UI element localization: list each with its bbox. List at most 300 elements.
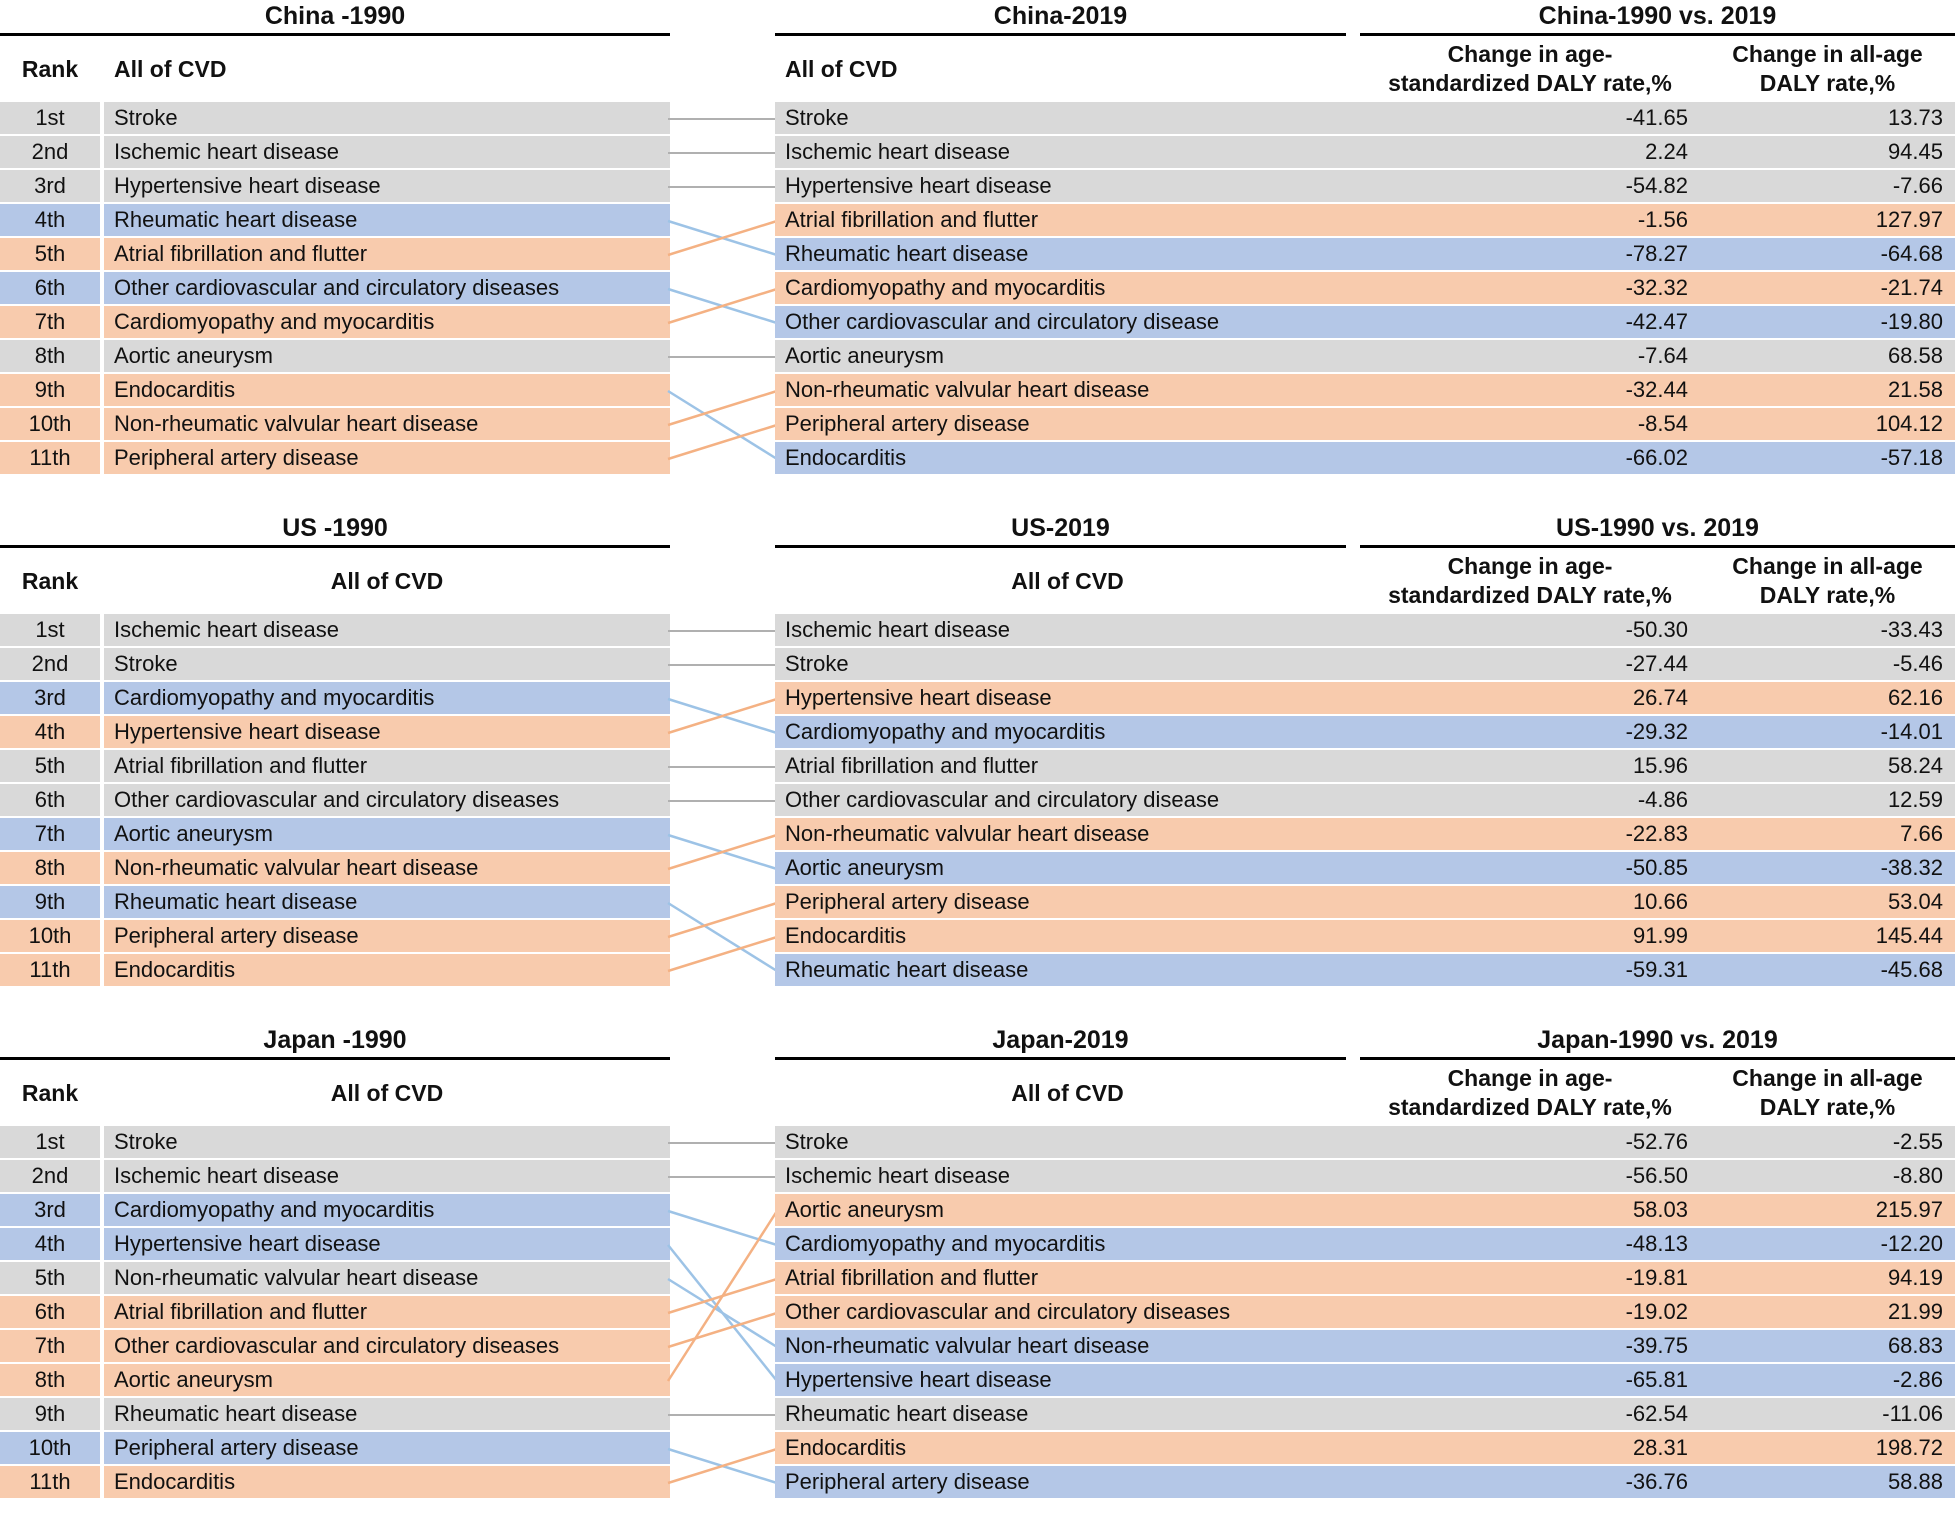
rank-label: 6th bbox=[0, 784, 100, 816]
disease-name: Non-rheumatic valvular heart disease bbox=[104, 1262, 670, 1294]
age-standardized-change-value: -22.83 bbox=[1625, 821, 1688, 846]
table-header-1990 bbox=[0, 548, 670, 614]
all-age-change-value: -11.06 bbox=[1882, 1401, 1943, 1426]
rank-link-blue bbox=[668, 903, 777, 971]
disease-name: Peripheral artery disease bbox=[785, 411, 1030, 436]
japan-2019-table bbox=[775, 1024, 1955, 1500]
disease-name: Endocarditis bbox=[104, 1466, 670, 1498]
age-standardized-change-value: -66.02 bbox=[1625, 445, 1688, 470]
rank-link-blue bbox=[668, 1211, 777, 1245]
rank-row-2019 bbox=[775, 442, 1955, 476]
disease-name: Atrial fibrillation and flutter bbox=[785, 207, 1039, 232]
rank-row-2019 bbox=[775, 1296, 1955, 1330]
all-age-change-value: 21.99 bbox=[1887, 1299, 1943, 1324]
table-header-2019 bbox=[775, 1060, 1955, 1126]
age-standardized-change-header bbox=[1360, 552, 1700, 610]
rank-change-links bbox=[668, 614, 777, 988]
all-age-change-value: -8.80 bbox=[1892, 1163, 1943, 1188]
rank-link-orange bbox=[668, 425, 777, 459]
cvd-column-header: All of CVD bbox=[1011, 1079, 1124, 1106]
disease-name: Rheumatic heart disease bbox=[785, 1401, 1029, 1426]
table-title-1990: Japan -1990 bbox=[0, 1024, 670, 1060]
rank-label: 11th bbox=[0, 442, 100, 474]
disease-name: Non-rheumatic valvular heart disease bbox=[785, 1333, 1150, 1358]
disease-name: Aortic aneurysm bbox=[785, 1197, 944, 1222]
disease-name: Hypertensive heart disease bbox=[104, 1228, 670, 1260]
rank-label: 11th bbox=[0, 954, 100, 986]
disease-name: Stroke bbox=[785, 651, 849, 676]
age-standardized-change-value: -50.30 bbox=[1625, 617, 1688, 642]
disease-name: Endocarditis bbox=[785, 445, 907, 470]
all-age-change-value: -7.66 bbox=[1892, 173, 1943, 198]
rank-row-2019 bbox=[775, 954, 1955, 988]
rank-link-orange bbox=[668, 391, 777, 425]
rank-row-2019 bbox=[775, 852, 1955, 886]
disease-name: Stroke bbox=[104, 1126, 670, 1158]
disease-name: Other cardiovascular and circulatory disease bbox=[785, 309, 1220, 334]
rank-link-blue bbox=[668, 391, 777, 459]
all-age-change-value: 104.12 bbox=[1875, 411, 1943, 436]
disease-name: Rheumatic heart disease bbox=[104, 204, 670, 236]
rank-row-2019 bbox=[775, 1466, 1955, 1500]
all-age-change-value: -19.80 bbox=[1880, 309, 1943, 334]
disease-name: Ischemic heart disease bbox=[104, 1160, 670, 1192]
disease-name: Ischemic heart disease bbox=[785, 139, 1010, 164]
rank-row-1990 bbox=[0, 920, 670, 954]
disease-name: Atrial fibrillation and flutter bbox=[104, 750, 670, 782]
rank-row-2019 bbox=[775, 886, 1955, 920]
table-title-2019: China-2019 bbox=[775, 0, 1346, 36]
disease-name: Other cardiovascular and circulatory diseases bbox=[104, 1330, 670, 1362]
all-age-change-value: -45.68 bbox=[1880, 957, 1943, 982]
disease-name: Cardiomyopathy and myocarditis bbox=[785, 719, 1106, 744]
rank-label: 1st bbox=[0, 102, 100, 134]
rank-label: 8th bbox=[0, 1364, 100, 1396]
rank-row-1990 bbox=[0, 136, 670, 170]
rank-change-links bbox=[668, 1126, 777, 1500]
rank-row-2019 bbox=[775, 1126, 1955, 1160]
all-age-change-value: 62.16 bbox=[1887, 685, 1943, 710]
rank-row-2019 bbox=[775, 340, 1955, 374]
disease-name: Peripheral artery disease bbox=[104, 442, 670, 474]
table-titles-2019 bbox=[775, 0, 1955, 36]
table-titles-2019 bbox=[775, 1024, 1955, 1060]
rank-row-1990 bbox=[0, 1296, 670, 1330]
rank-row-1990 bbox=[0, 1262, 670, 1296]
table-title-2019: US-2019 bbox=[775, 512, 1346, 548]
all-age-change-value: -38.32 bbox=[1880, 855, 1943, 880]
rank-label: 3rd bbox=[0, 682, 100, 714]
age-standardized-change-value: -59.31 bbox=[1625, 957, 1688, 982]
rank-link-orange bbox=[668, 1211, 777, 1381]
disease-name: Non-rheumatic valvular heart disease bbox=[785, 821, 1150, 846]
disease-name: Stroke bbox=[785, 1129, 849, 1154]
rank-row-1990 bbox=[0, 614, 670, 648]
disease-name: Other cardiovascular and circulatory disease bbox=[785, 787, 1220, 812]
rank-label: 9th bbox=[0, 886, 100, 918]
rank-row-1990 bbox=[0, 238, 670, 272]
age-standardized-change-header bbox=[1360, 1064, 1700, 1122]
disease-name: Stroke bbox=[104, 648, 670, 680]
all-age-change-value: 94.45 bbox=[1887, 139, 1943, 164]
rank-row-2019 bbox=[775, 682, 1955, 716]
panel-us bbox=[0, 512, 1955, 1024]
table-title-2019: Japan-2019 bbox=[775, 1024, 1346, 1060]
rank-label: 10th bbox=[0, 920, 100, 952]
disease-name: Cardiomyopathy and myocarditis bbox=[104, 1194, 670, 1226]
table-title-vs: US-1990 vs. 2019 bbox=[1360, 512, 1955, 548]
rank-label: 2nd bbox=[0, 136, 100, 168]
disease-name: Rheumatic heart disease bbox=[104, 1398, 670, 1430]
all-age-change-value: 68.58 bbox=[1887, 343, 1943, 368]
disease-name: Hypertensive heart disease bbox=[785, 173, 1052, 198]
disease-name: Hypertensive heart disease bbox=[785, 685, 1052, 710]
all-age-change-value: -14.01 bbox=[1880, 719, 1943, 744]
rank-row-1990 bbox=[0, 886, 670, 920]
all-age-change-value: 58.24 bbox=[1887, 753, 1943, 778]
age-standardized-change-value: 26.74 bbox=[1632, 685, 1688, 710]
cvd-column-header: All of CVD bbox=[1011, 567, 1124, 594]
header-line-1: Change in age- bbox=[1447, 1065, 1613, 1091]
all-age-change-value: -64.68 bbox=[1880, 241, 1943, 266]
disease-name: Cardiomyopathy and myocarditis bbox=[104, 682, 670, 714]
disease-name: Non-rheumatic valvular heart disease bbox=[104, 408, 670, 440]
table-header-2019 bbox=[775, 36, 1955, 102]
all-age-change-value: 94.19 bbox=[1887, 1265, 1943, 1290]
header-line-1: Change in all-age bbox=[1732, 1065, 1923, 1091]
all-age-change-value: 58.88 bbox=[1887, 1469, 1943, 1494]
table-titles-2019 bbox=[775, 512, 1955, 548]
table-header-1990 bbox=[0, 1060, 670, 1126]
rank-row-1990 bbox=[0, 1330, 670, 1364]
disease-name: Peripheral artery disease bbox=[104, 920, 670, 952]
age-standardized-change-value: -52.76 bbox=[1625, 1129, 1688, 1154]
age-standardized-change-value: -42.47 bbox=[1625, 309, 1688, 334]
rank-label: 9th bbox=[0, 374, 100, 406]
rank-link-orange bbox=[668, 937, 777, 971]
rank-column-header: Rank bbox=[21, 1079, 79, 1106]
rank-label: 6th bbox=[0, 272, 100, 304]
us-1990-table bbox=[0, 512, 670, 988]
header-line-2: standardized DALY rate,% bbox=[1388, 582, 1672, 608]
age-standardized-change-value: 10.66 bbox=[1632, 889, 1688, 914]
rank-column-header: Rank bbox=[21, 55, 79, 82]
disease-name: Cardiomyopathy and myocarditis bbox=[104, 306, 670, 338]
rank-label: 9th bbox=[0, 1398, 100, 1430]
all-age-change-value: 127.97 bbox=[1875, 207, 1943, 232]
rank-row-2019 bbox=[775, 750, 1955, 784]
all-age-change-value: -2.55 bbox=[1892, 1129, 1943, 1154]
table-title-vs: Japan-1990 vs. 2019 bbox=[1360, 1024, 1955, 1060]
rank-row-2019 bbox=[775, 716, 1955, 750]
cvd-column-header: All of CVD bbox=[330, 1079, 444, 1106]
age-standardized-change-value: -50.85 bbox=[1625, 855, 1688, 880]
all-age-change-value: 13.73 bbox=[1887, 105, 1943, 130]
all-age-change-value: -57.18 bbox=[1880, 445, 1943, 470]
disease-name: Endocarditis bbox=[785, 1435, 907, 1460]
ranking-rows-1990 bbox=[0, 1126, 670, 1500]
rank-row-2019 bbox=[775, 170, 1955, 204]
rank-label: 3rd bbox=[0, 1194, 100, 1226]
disease-name: Endocarditis bbox=[104, 954, 670, 986]
disease-name: Peripheral artery disease bbox=[785, 889, 1030, 914]
disease-name: Non-rheumatic valvular heart disease bbox=[785, 377, 1150, 402]
table-header-2019 bbox=[775, 548, 1955, 614]
age-standardized-change-value: 15.96 bbox=[1632, 753, 1688, 778]
rank-row-2019 bbox=[775, 272, 1955, 306]
all-age-change-value: 21.58 bbox=[1887, 377, 1943, 402]
age-standardized-change-value: -4.86 bbox=[1637, 787, 1688, 812]
rank-row-1990 bbox=[0, 340, 670, 374]
disease-name: Rheumatic heart disease bbox=[104, 886, 670, 918]
disease-name: Other cardiovascular and circulatory diseases bbox=[104, 784, 670, 816]
rank-link-orange bbox=[668, 903, 777, 937]
rank-label: 4th bbox=[0, 716, 100, 748]
rank-row-2019 bbox=[775, 818, 1955, 852]
disease-name: Cardiomyopathy and myocarditis bbox=[785, 1231, 1106, 1256]
age-standardized-change-value: -8.54 bbox=[1637, 411, 1688, 436]
header-line-2: DALY rate,% bbox=[1759, 582, 1896, 608]
header-line-1: Change in age- bbox=[1447, 553, 1613, 579]
table-title-vs: China-1990 vs. 2019 bbox=[1360, 0, 1955, 36]
disease-name: Peripheral artery disease bbox=[785, 1469, 1030, 1494]
all-age-change-header bbox=[1700, 1064, 1955, 1122]
age-standardized-change-header bbox=[1360, 40, 1700, 98]
age-standardized-change-value: 28.31 bbox=[1632, 1435, 1688, 1460]
rank-row-2019 bbox=[775, 1228, 1955, 1262]
rank-row-1990 bbox=[0, 306, 670, 340]
cvd-column-header: All of CVD bbox=[114, 55, 227, 82]
rank-row-1990 bbox=[0, 1194, 670, 1228]
rank-row-1990 bbox=[0, 204, 670, 238]
rank-label: 1st bbox=[0, 614, 100, 646]
rank-label: 8th bbox=[0, 340, 100, 372]
age-standardized-change-value: -36.76 bbox=[1625, 1469, 1688, 1494]
age-standardized-change-value: -56.50 bbox=[1625, 1163, 1688, 1188]
rank-row-2019 bbox=[775, 920, 1955, 954]
header-line-2: standardized DALY rate,% bbox=[1388, 1094, 1672, 1120]
rank-row-1990 bbox=[0, 1466, 670, 1500]
disease-name: Atrial fibrillation and flutter bbox=[785, 1265, 1039, 1290]
disease-name: Peripheral artery disease bbox=[104, 1432, 670, 1464]
header-line-2: DALY rate,% bbox=[1759, 1094, 1896, 1120]
rank-row-2019 bbox=[775, 238, 1955, 272]
rank-label: 10th bbox=[0, 1432, 100, 1464]
age-standardized-change-value: -32.32 bbox=[1625, 275, 1688, 300]
rank-label: 8th bbox=[0, 852, 100, 884]
rank-label: 4th bbox=[0, 204, 100, 236]
table-title-1990: US -1990 bbox=[0, 512, 670, 548]
rank-label: 7th bbox=[0, 818, 100, 850]
age-standardized-change-value: -1.56 bbox=[1637, 207, 1688, 232]
ranking-rows-2019 bbox=[775, 1126, 1955, 1500]
rank-link-blue bbox=[668, 1279, 777, 1347]
rank-link-orange bbox=[668, 1313, 777, 1347]
all-age-change-value: 7.66 bbox=[1900, 821, 1943, 846]
disease-name: Stroke bbox=[104, 102, 670, 134]
age-standardized-change-value: 2.24 bbox=[1645, 139, 1688, 164]
disease-name: Atrial fibrillation and flutter bbox=[104, 1296, 670, 1328]
disease-name: Cardiomyopathy and myocarditis bbox=[785, 275, 1106, 300]
all-age-change-value: -12.20 bbox=[1880, 1231, 1943, 1256]
disease-name: Endocarditis bbox=[785, 923, 907, 948]
rank-row-2019 bbox=[775, 306, 1955, 340]
rank-row-2019 bbox=[775, 1330, 1955, 1364]
rank-row-1990 bbox=[0, 1398, 670, 1432]
rank-label: 3rd bbox=[0, 170, 100, 202]
rank-row-2019 bbox=[775, 1262, 1955, 1296]
cvd-column-header: All of CVD bbox=[330, 567, 444, 594]
disease-name: Hypertensive heart disease bbox=[785, 1367, 1052, 1392]
rank-row-1990 bbox=[0, 852, 670, 886]
rank-label: 7th bbox=[0, 306, 100, 338]
rank-row-1990 bbox=[0, 716, 670, 750]
age-standardized-change-value: -7.64 bbox=[1637, 343, 1688, 368]
rank-label: 6th bbox=[0, 1296, 100, 1328]
disease-name: Aortic aneurysm bbox=[104, 340, 670, 372]
rank-column-header: Rank bbox=[21, 567, 79, 594]
all-age-change-value: -33.43 bbox=[1880, 617, 1943, 642]
rank-row-2019 bbox=[775, 1398, 1955, 1432]
all-age-change-header bbox=[1700, 40, 1955, 98]
rank-row-1990 bbox=[0, 374, 670, 408]
rank-row-2019 bbox=[775, 1160, 1955, 1194]
japan-1990-table bbox=[0, 1024, 670, 1500]
ranking-rows-1990 bbox=[0, 102, 670, 476]
disease-name: Ischemic heart disease bbox=[785, 617, 1010, 642]
rank-row-2019 bbox=[775, 408, 1955, 442]
rank-row-1990 bbox=[0, 442, 670, 476]
rank-row-1990 bbox=[0, 1126, 670, 1160]
all-age-change-value: 198.72 bbox=[1875, 1435, 1943, 1460]
disease-name: Other cardiovascular and circulatory diseases bbox=[785, 1299, 1231, 1324]
disease-name: Atrial fibrillation and flutter bbox=[785, 753, 1039, 778]
rank-row-2019 bbox=[775, 374, 1955, 408]
rank-label: 2nd bbox=[0, 648, 100, 680]
rank-row-2019 bbox=[775, 1194, 1955, 1228]
rank-row-2019 bbox=[775, 136, 1955, 170]
all-age-change-value: 215.97 bbox=[1875, 1197, 1943, 1222]
age-standardized-change-value: -65.81 bbox=[1625, 1367, 1688, 1392]
all-age-change-value: 145.44 bbox=[1875, 923, 1943, 948]
age-standardized-change-value: 91.99 bbox=[1632, 923, 1688, 948]
rank-row-2019 bbox=[775, 204, 1955, 238]
disease-name: Aortic aneurysm bbox=[104, 1364, 670, 1396]
rank-label: 1st bbox=[0, 1126, 100, 1158]
age-standardized-change-value: -29.32 bbox=[1625, 719, 1688, 744]
age-standardized-change-value: -62.54 bbox=[1625, 1401, 1688, 1426]
disease-name: Endocarditis bbox=[104, 374, 670, 406]
rank-row-1990 bbox=[0, 1228, 670, 1262]
table-header-1990 bbox=[0, 36, 670, 102]
rank-row-1990 bbox=[0, 682, 670, 716]
rank-row-2019 bbox=[775, 784, 1955, 818]
rank-row-1990 bbox=[0, 1160, 670, 1194]
header-line-1: Change in all-age bbox=[1732, 41, 1923, 67]
age-standardized-change-value: -41.65 bbox=[1625, 105, 1688, 130]
rank-row-1990 bbox=[0, 408, 670, 442]
table-title-1990: China -1990 bbox=[0, 0, 670, 36]
disease-name: Rheumatic heart disease bbox=[785, 241, 1029, 266]
disease-name: Ischemic heart disease bbox=[785, 1163, 1010, 1188]
panel-japan bbox=[0, 1024, 1955, 1536]
china-1990-table bbox=[0, 0, 670, 476]
header-line-1: Change in age- bbox=[1447, 41, 1613, 67]
disease-name: Aortic aneurysm bbox=[785, 343, 944, 368]
ranking-rows-2019 bbox=[775, 614, 1955, 988]
rank-label: 2nd bbox=[0, 1160, 100, 1192]
rank-change-links bbox=[668, 102, 777, 476]
all-age-change-value: 53.04 bbox=[1887, 889, 1943, 914]
rank-row-1990 bbox=[0, 170, 670, 204]
rank-row-1990 bbox=[0, 648, 670, 682]
age-standardized-change-value: -54.82 bbox=[1625, 173, 1688, 198]
rank-row-2019 bbox=[775, 648, 1955, 682]
rank-row-2019 bbox=[775, 614, 1955, 648]
all-age-change-header bbox=[1700, 552, 1955, 610]
ranking-rows-2019 bbox=[775, 102, 1955, 476]
age-standardized-change-value: -19.81 bbox=[1625, 1265, 1688, 1290]
age-standardized-change-value: -48.13 bbox=[1625, 1231, 1688, 1256]
rank-label: 5th bbox=[0, 1262, 100, 1294]
ranking-rows-1990 bbox=[0, 614, 670, 988]
disease-name: Other cardiovascular and circulatory diseases bbox=[104, 272, 670, 304]
header-line-1: Change in all-age bbox=[1732, 553, 1923, 579]
panel-china bbox=[0, 0, 1955, 512]
age-standardized-change-value: -39.75 bbox=[1625, 1333, 1688, 1358]
header-line-2: standardized DALY rate,% bbox=[1388, 70, 1672, 96]
rank-label: 7th bbox=[0, 1330, 100, 1362]
rank-row-2019 bbox=[775, 1432, 1955, 1466]
rank-label: 5th bbox=[0, 238, 100, 270]
all-age-change-value: -21.74 bbox=[1880, 275, 1943, 300]
rank-row-1990 bbox=[0, 954, 670, 988]
rank-row-1990 bbox=[0, 1432, 670, 1466]
age-standardized-change-value: 58.03 bbox=[1632, 1197, 1688, 1222]
all-age-change-value: 12.59 bbox=[1887, 787, 1943, 812]
disease-name: Hypertensive heart disease bbox=[104, 170, 670, 202]
rank-row-1990 bbox=[0, 1364, 670, 1398]
rank-row-1990 bbox=[0, 750, 670, 784]
disease-name: Ischemic heart disease bbox=[104, 136, 670, 168]
all-age-change-value: -2.86 bbox=[1892, 1367, 1943, 1392]
all-age-change-value: 68.83 bbox=[1887, 1333, 1943, 1358]
cvd-column-header: All of CVD bbox=[785, 55, 898, 82]
all-age-change-value: -5.46 bbox=[1892, 651, 1943, 676]
age-standardized-change-value: -27.44 bbox=[1625, 651, 1688, 676]
age-standardized-change-value: -19.02 bbox=[1625, 1299, 1688, 1324]
china-2019-table bbox=[775, 0, 1955, 476]
disease-name: Hypertensive heart disease bbox=[104, 716, 670, 748]
rank-label: 5th bbox=[0, 750, 100, 782]
disease-name: Aortic aneurysm bbox=[104, 818, 670, 850]
us-2019-table bbox=[775, 512, 1955, 988]
rank-row-1990 bbox=[0, 272, 670, 306]
disease-name: Aortic aneurysm bbox=[785, 855, 944, 880]
rank-row-1990 bbox=[0, 818, 670, 852]
disease-name: Stroke bbox=[785, 105, 849, 130]
rank-row-2019 bbox=[775, 102, 1955, 136]
rank-row-1990 bbox=[0, 102, 670, 136]
age-standardized-change-value: -32.44 bbox=[1625, 377, 1688, 402]
rank-row-2019 bbox=[775, 1364, 1955, 1398]
rank-label: 11th bbox=[0, 1466, 100, 1498]
disease-name: Atrial fibrillation and flutter bbox=[104, 238, 670, 270]
disease-name: Ischemic heart disease bbox=[104, 614, 670, 646]
rank-row-1990 bbox=[0, 784, 670, 818]
rank-label: 10th bbox=[0, 408, 100, 440]
age-standardized-change-value: -78.27 bbox=[1625, 241, 1688, 266]
